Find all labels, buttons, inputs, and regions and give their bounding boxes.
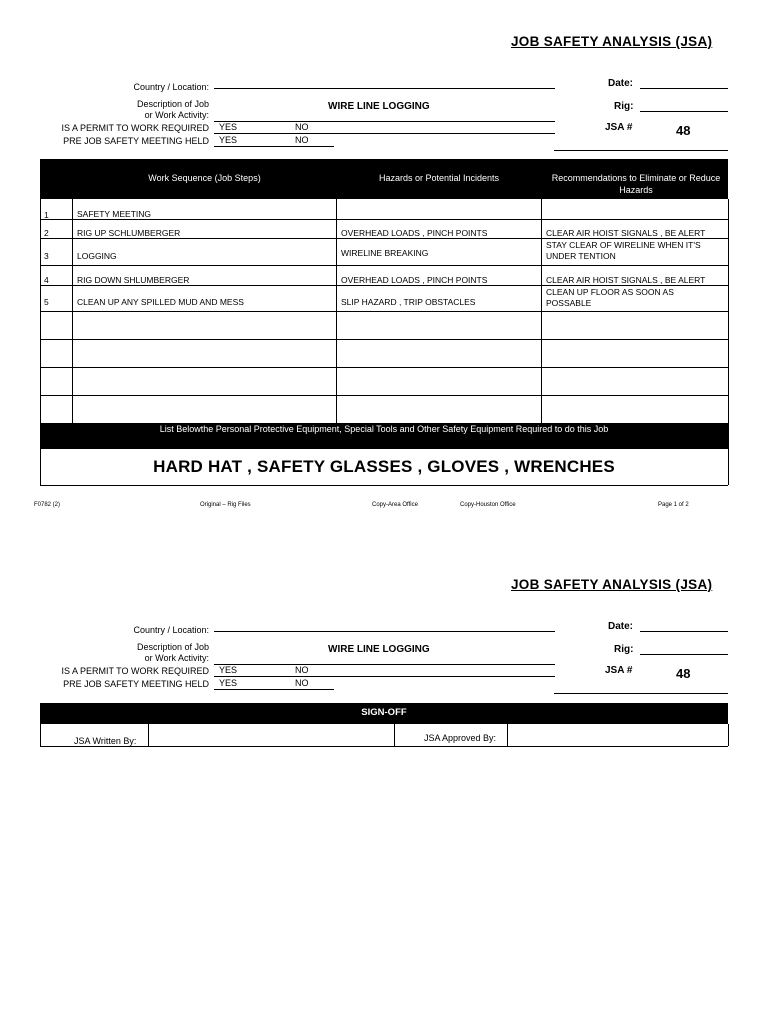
- row-number: 5: [44, 297, 49, 307]
- hazard[interactable]: OVERHEAD LOADS , PINCH POINTS: [341, 275, 488, 285]
- meeting-yes[interactable]: YES: [219, 135, 238, 145]
- job-step[interactable]: SAFETY MEETING: [77, 209, 151, 219]
- jsa-number-label: JSA #: [605, 122, 633, 133]
- row-number: 1: [44, 210, 49, 220]
- rig-label: Rig:: [614, 644, 634, 655]
- ppe-border-bottom: [40, 485, 728, 486]
- jsa-field-line: [554, 693, 728, 694]
- row-line: [40, 339, 728, 340]
- footer-form-number: F0782 (2): [34, 502, 61, 508]
- recommendation[interactable]: CLEAR AIR HOIST SIGNALS , BE ALERT: [546, 275, 706, 285]
- description-field-line: [214, 121, 555, 122]
- permit-yes[interactable]: YES: [219, 665, 238, 675]
- page-title: JOB SAFETY ANALYSIS (JSA): [511, 34, 713, 49]
- meeting-no[interactable]: NO: [295, 678, 309, 688]
- header-hazards: Hazards or Potential Incidents: [378, 173, 500, 183]
- row-line: [40, 265, 728, 266]
- job-step[interactable]: RIG UP SCHLUMBERGER: [77, 228, 181, 238]
- jsa-number-value[interactable]: 48: [676, 666, 691, 681]
- footer-copy-area: Copy-Area Office: [372, 502, 418, 508]
- meeting-label: PRE JOB SAFETY MEETING HELD: [63, 136, 209, 146]
- header-work-sequence: Work Sequence (Job Steps): [148, 173, 261, 183]
- ppe-value[interactable]: HARD HAT , SAFETY GLASSES , GLOVES , WRENCHES: [153, 457, 615, 476]
- description-label-line1: Description of Job: [136, 99, 209, 109]
- table-border-right: [728, 199, 729, 485]
- footer-copy-houston: Copy-Houston Office: [460, 502, 516, 508]
- signoff-header-text: SIGN-OFF: [361, 707, 407, 718]
- meeting-field-line: [214, 689, 334, 690]
- hazard[interactable]: WIRELINE BREAKING: [341, 248, 429, 258]
- description-value[interactable]: WIRE LINE LOGGING: [328, 101, 430, 112]
- permit-label: IS A PERMIT TO WORK REQUIRED: [61, 123, 209, 133]
- permit-field-line: [214, 133, 555, 134]
- meeting-field-line: [214, 146, 334, 147]
- country-label: Country / Location:: [133, 625, 209, 635]
- job-step[interactable]: RIG DOWN SHLUMBERGER: [77, 275, 190, 285]
- row-line: [40, 311, 728, 312]
- approved-by-label: JSA Approved By:: [424, 733, 497, 743]
- date-label: Date:: [608, 78, 634, 89]
- country-field-line[interactable]: [214, 631, 555, 632]
- row-line: [40, 367, 728, 368]
- job-step[interactable]: LOGGING: [77, 251, 117, 261]
- permit-label: IS A PERMIT TO WORK REQUIRED: [61, 666, 209, 676]
- page-title: JOB SAFETY ANALYSIS (JSA): [511, 577, 713, 592]
- row-line: [40, 395, 728, 396]
- meeting-label: PRE JOB SAFETY MEETING HELD: [63, 679, 209, 689]
- description-label-line2: or Work Activity:: [144, 110, 209, 120]
- ppe-header-bar: [40, 423, 728, 449]
- country-field-line[interactable]: [214, 88, 555, 89]
- permit-no[interactable]: NO: [295, 665, 309, 675]
- permit-yes[interactable]: YES: [219, 122, 238, 132]
- recommendation-line1[interactable]: STAY CLEAR OF WIRELINE WHEN IT'S: [546, 240, 701, 250]
- description-value[interactable]: WIRE LINE LOGGING: [328, 644, 430, 655]
- permit-field-line: [214, 676, 555, 677]
- row-number: 4: [44, 275, 49, 285]
- rig-field-line[interactable]: [640, 111, 728, 112]
- row-number: 3: [44, 251, 49, 261]
- rig-label: Rig:: [614, 101, 634, 112]
- hazard[interactable]: OVERHEAD LOADS , PINCH POINTS: [341, 228, 488, 238]
- signoff-divider-2: [394, 724, 395, 746]
- ppe-header-text: List Belowthe Personal Protective Equipment, Special Tools and Other Safety Equipment Required to do this Job: [159, 424, 609, 434]
- signoff-header: [40, 703, 728, 724]
- meeting-no[interactable]: NO: [295, 135, 309, 145]
- row-line: [40, 285, 728, 286]
- signoff-border-bottom: [40, 746, 728, 747]
- jsa-number-value[interactable]: 48: [676, 123, 691, 138]
- date-field-line[interactable]: [640, 88, 728, 89]
- description-field-line: [214, 664, 555, 665]
- header-recommendations: Recommendations to Eliminate or Reduce Hazards: [551, 173, 721, 195]
- row-number: 2: [44, 228, 49, 238]
- meeting-yes[interactable]: YES: [219, 678, 238, 688]
- row-line: [40, 219, 728, 220]
- hazard[interactable]: SLIP HAZARD , TRIP OBSTACLES: [341, 297, 476, 307]
- approved-by-field[interactable]: [508, 725, 728, 746]
- recommendation-line1[interactable]: CLEAN UP FLOOR AS SOON AS: [546, 287, 674, 297]
- footer-original: Original – Rig Files: [200, 502, 251, 508]
- written-by-label: JSA Written By:: [74, 736, 137, 746]
- job-step[interactable]: CLEAN UP ANY SPILLED MUD AND MESS: [77, 297, 244, 307]
- footer-page-number: Page 1 of 2: [658, 502, 689, 508]
- written-by-field[interactable]: [149, 725, 394, 746]
- jsa-field-line: [554, 150, 728, 151]
- country-label: Country / Location:: [133, 82, 209, 92]
- date-label: Date:: [608, 621, 634, 632]
- recommendation-line2[interactable]: POSSABLE: [546, 298, 592, 308]
- description-label-line2: or Work Activity:: [144, 653, 209, 663]
- jsa-number-label: JSA #: [605, 665, 633, 676]
- row-line: [40, 238, 728, 239]
- description-label-line1: Description of Job: [136, 642, 209, 652]
- rig-field-line[interactable]: [640, 654, 728, 655]
- permit-no[interactable]: NO: [295, 122, 309, 132]
- date-field-line[interactable]: [640, 631, 728, 632]
- recommendation[interactable]: CLEAR AIR HOIST SIGNALS , BE ALERT: [546, 228, 706, 238]
- signoff-border-left: [40, 724, 41, 746]
- recommendation-line2[interactable]: UNDER TENTION: [546, 251, 616, 261]
- signoff-border-right: [728, 724, 729, 746]
